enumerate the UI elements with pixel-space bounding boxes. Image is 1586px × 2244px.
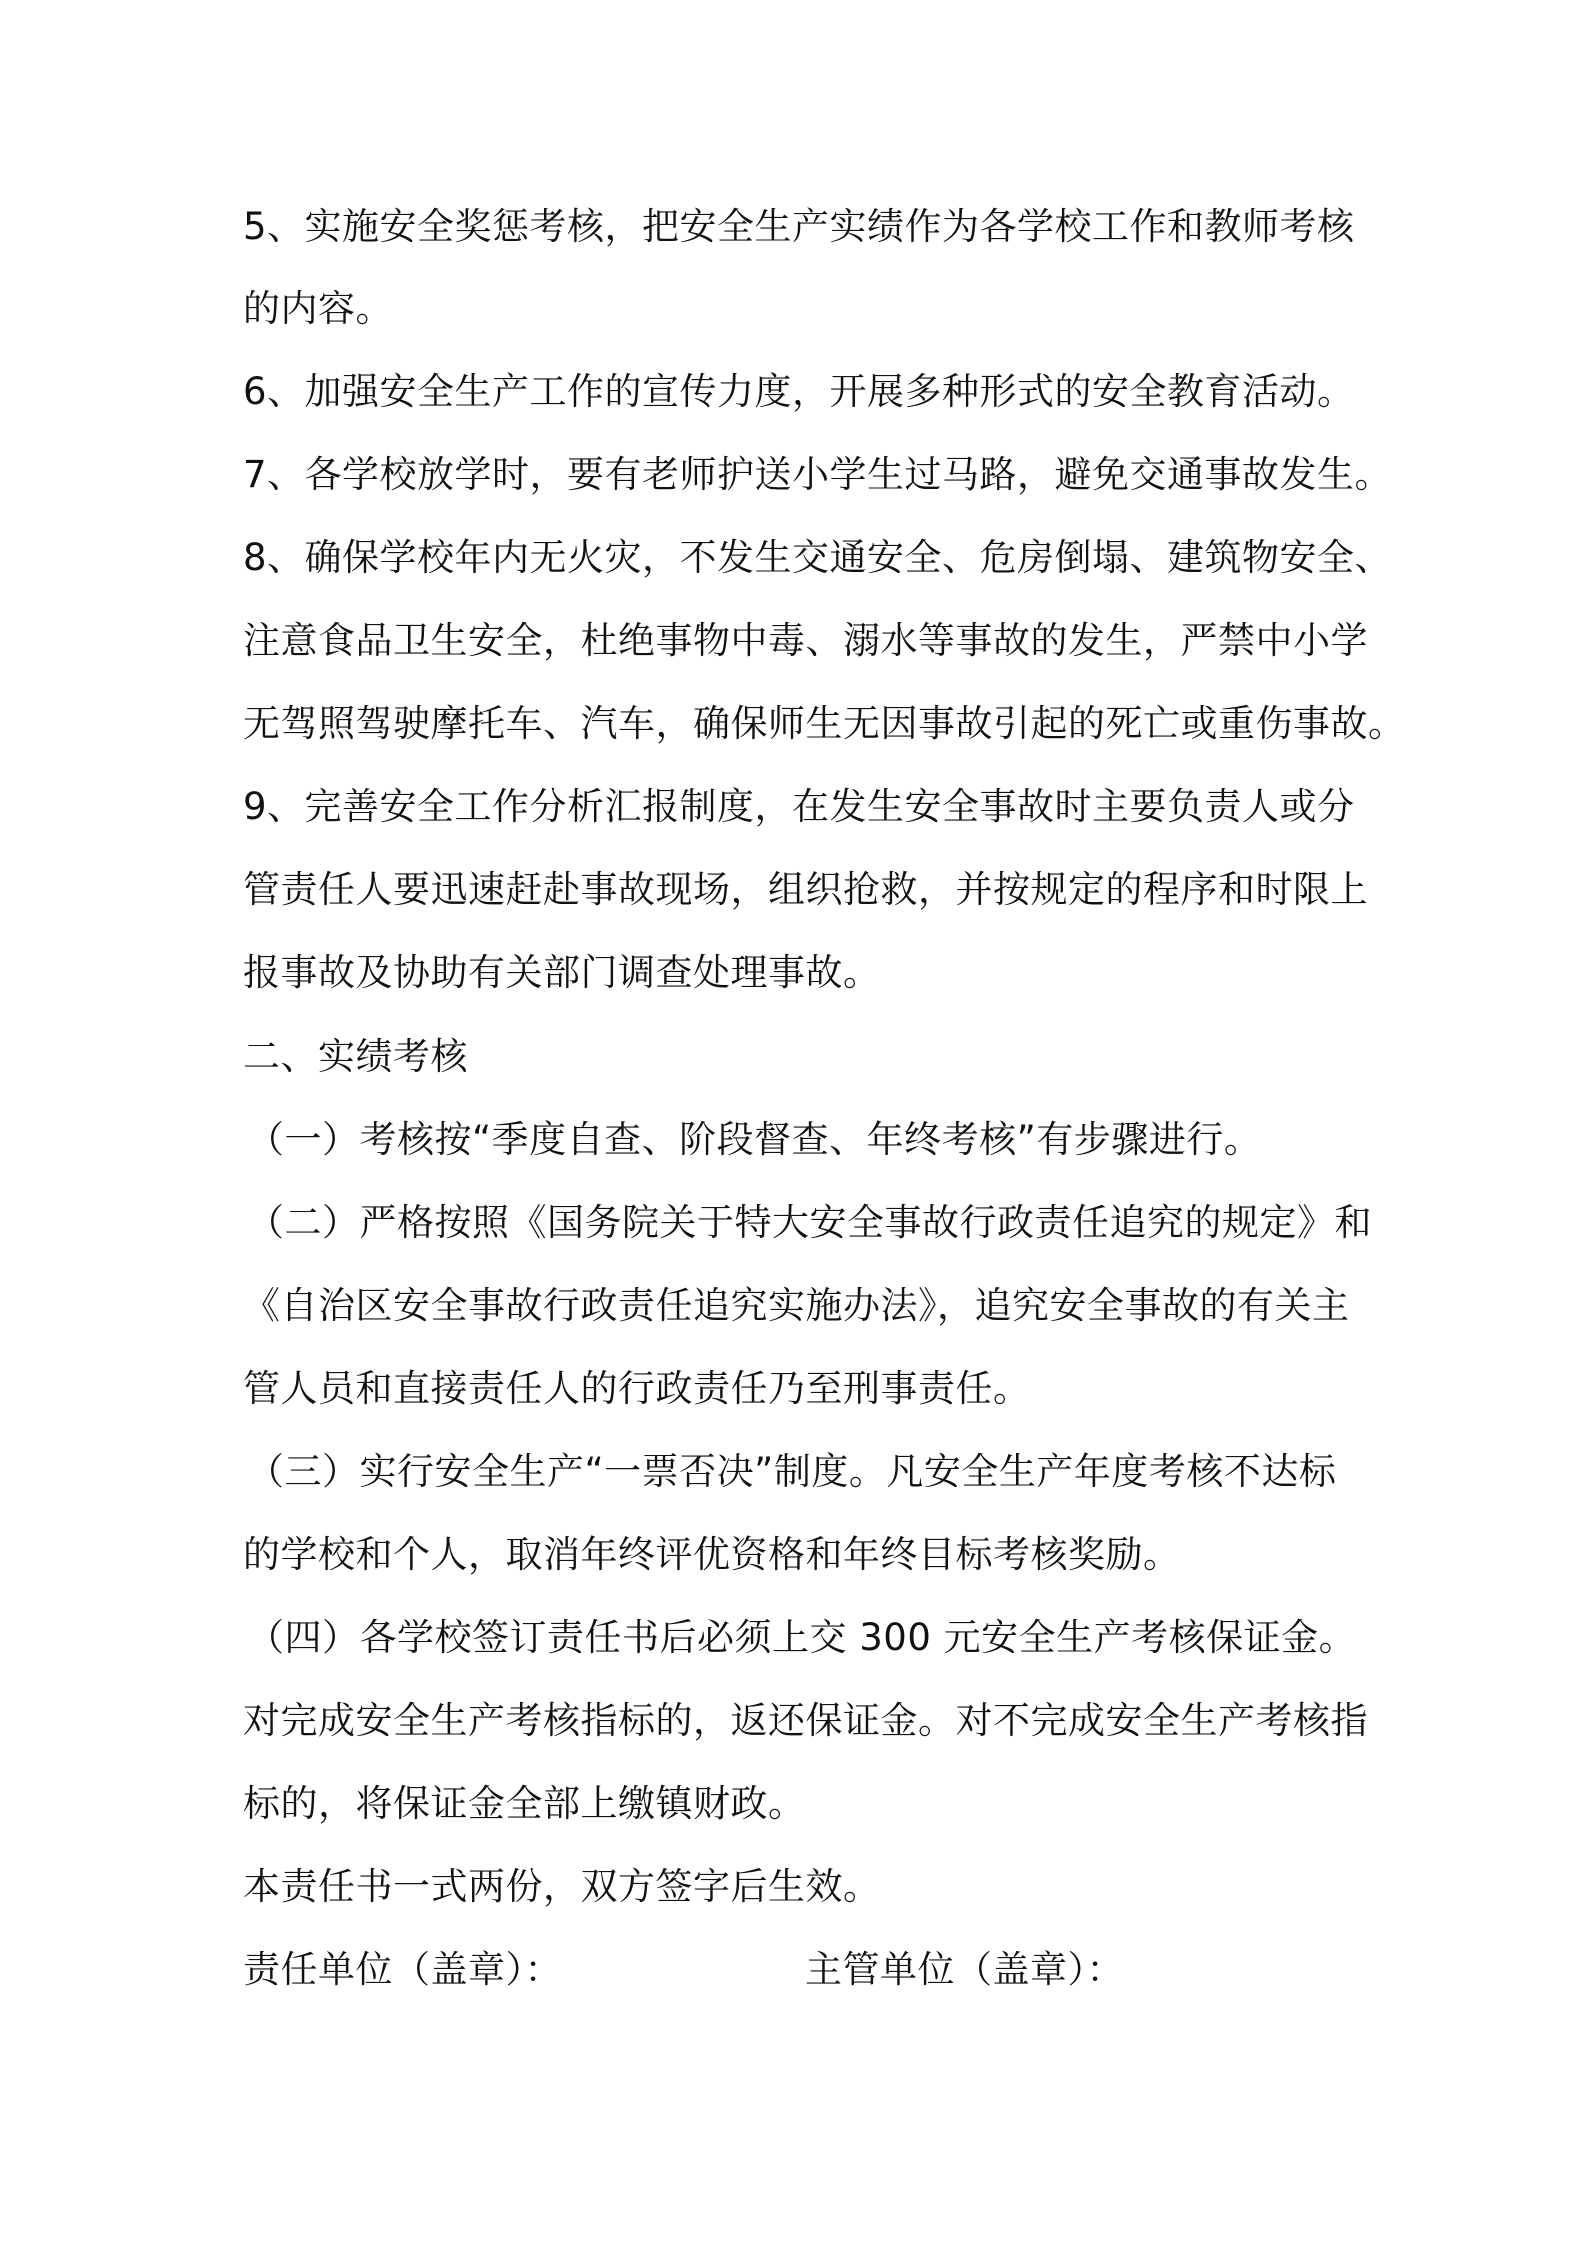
section-2-sub-2-line-3: 管人员和直接责任人的行政责任乃至刑事责任。 <box>243 1367 1031 1410</box>
item-8-line-3: 无驾照驾驶摩托车、汽车，确保师生无因事故引起的死亡或重伤事故。 <box>243 702 1406 745</box>
item-5-line-2: 的内容。 <box>243 287 393 330</box>
item-9-line-1: 9、完善安全工作分析汇报制度，在发生安全事故时主要负责人或分 <box>243 785 1355 828</box>
item-6: 6、加强安全生产工作的宣传力度，开展多种形式的安全教育活动。 <box>243 370 1355 413</box>
section-2-sub-4-line-3: 标的，将保证金全部上缴镇财政。 <box>243 1782 806 1825</box>
item-7: 7、各学校放学时，要有老师护送小学生过马路，避免交通事故发生。 <box>243 453 1393 496</box>
section-2-sub-3-line-1: （三）实行安全生产“一票否决”制度。凡安全生产年度考核不达标 <box>247 1450 1337 1493</box>
section-2-sub-2-line-2: 《自治区安全事故行政责任追究实施办法》，追究安全事故的有关主 <box>243 1284 1350 1327</box>
section-2-sub-4-line-1: （四）各学校签订责任书后必须上交 300 元安全生产考核保证金。 <box>247 1616 1357 1659</box>
section-2-sub-3-line-2: 的学校和个人，取消年终评优资格和年终目标考核奖励。 <box>243 1533 1181 1576</box>
section-2-sub-2-line-1: （二）严格按照《国务院关于特大安全事故行政责任追究的规定》和 <box>247 1201 1372 1244</box>
item-8-line-2: 注意食品卫生安全，杜绝事物中毒、溺水等事故的发生，严禁中小学 <box>243 619 1368 662</box>
section-2-sub-4-line-2: 对完成安全生产考核指标的，返还保证金。对不完成安全生产考核指 <box>243 1699 1368 1742</box>
section-2-heading: 二、实绩考核 <box>243 1035 468 1078</box>
item-8-line-1: 8、确保学校年内无火灾，不发生交通安全、危房倒塌、建筑物安全、 <box>243 536 1393 579</box>
supervising-unit-signature: 主管单位（盖章）： <box>805 1948 1124 1991</box>
item-9-line-2: 管责任人要迅速赶赴事故现场，组织抢救，并按规定的程序和时限上 <box>243 868 1368 911</box>
section-2-sub-1: （一）考核按“季度自查、阶段督查、年终考核”有步骤进行。 <box>247 1118 1262 1161</box>
item-5-line-1: 5、实施安全奖惩考核，把安全生产实绩作为各学校工作和教师考核 <box>243 205 1355 248</box>
responsible-unit-signature: 责任单位（盖章）： <box>243 1948 562 1991</box>
item-9-line-3: 报事故及协助有关部门调查处理事故。 <box>243 951 881 994</box>
closing-statement: 本责任书一式两份，双方签字后生效。 <box>243 1865 881 1908</box>
